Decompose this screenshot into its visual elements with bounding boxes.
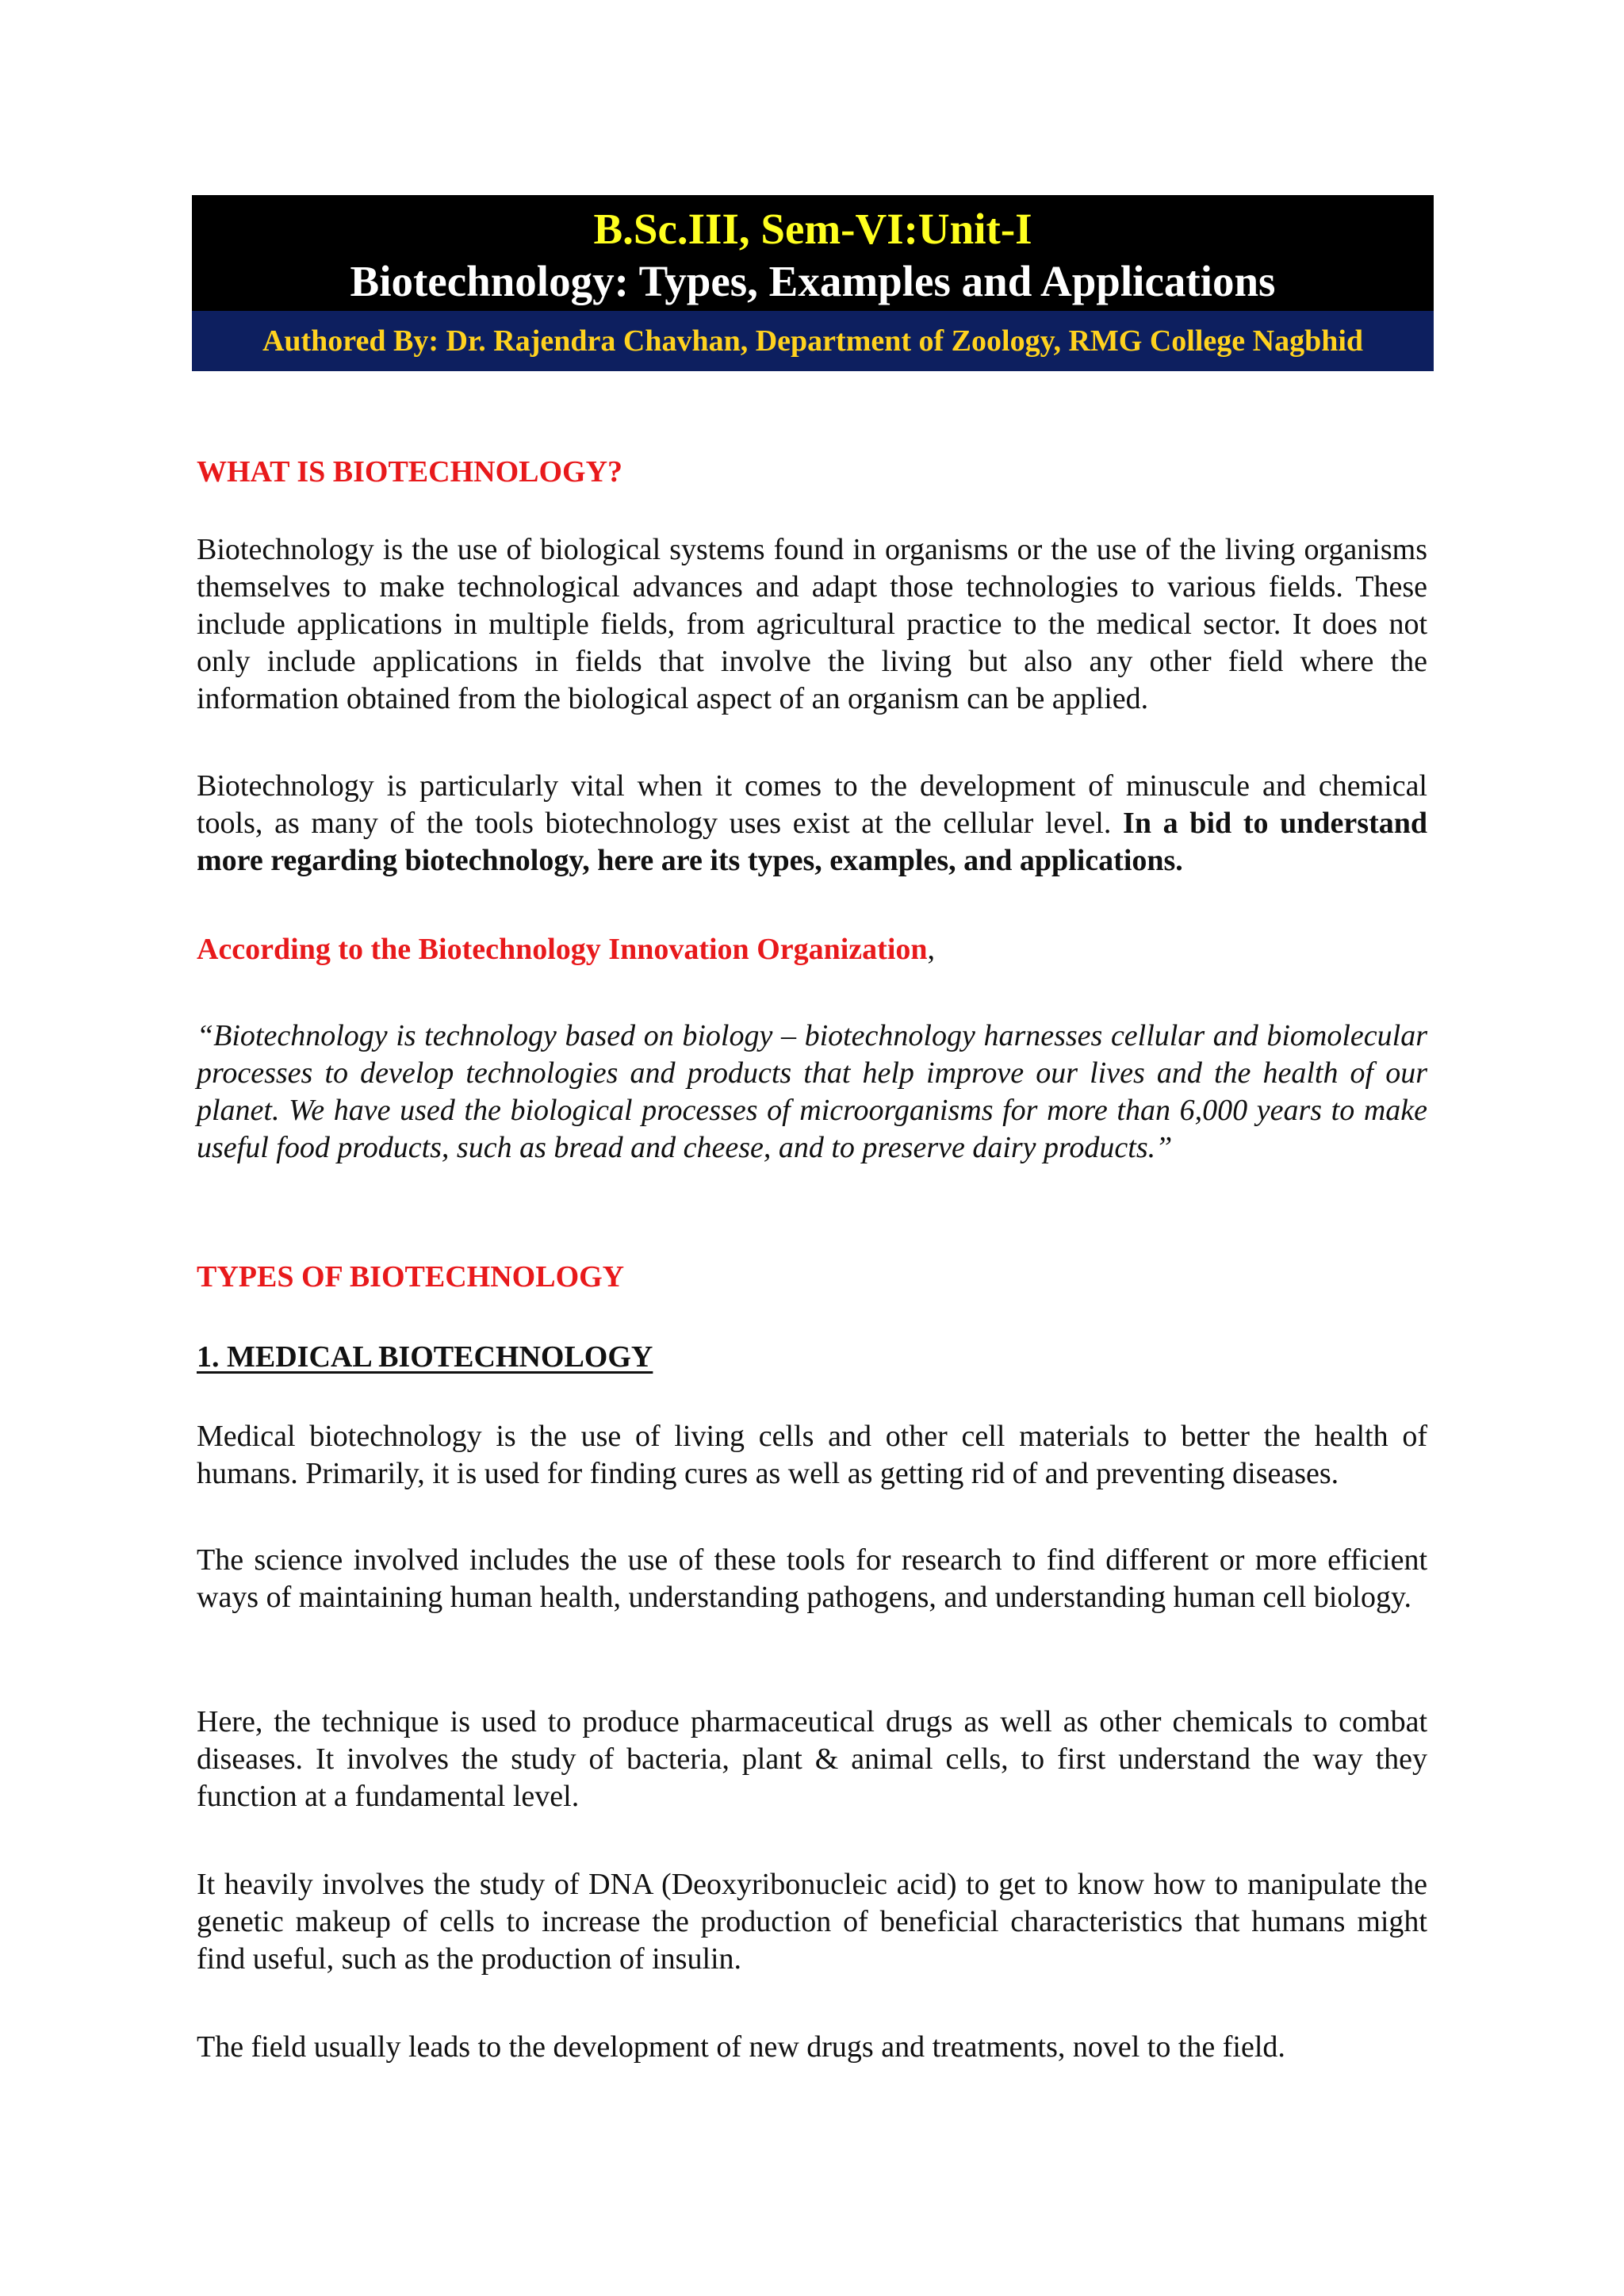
- author-line: Authored By: Dr. Rajendra Chavhan, Department of Zoology, RMG College Nagbhid: [192, 311, 1434, 371]
- what-is-heading: WHAT IS BIOTECHNOLOGY?: [197, 455, 623, 489]
- according-line: [197, 931, 1427, 968]
- medical-paragraph-3: Here, the technique is used to produce pharmaceutical drugs as well as other chemicals to combat diseases. It involves the study of bacteria, plant & animal cells, to first understand the way they function at a fundamental level.: [197, 1705, 1427, 1813]
- medical-paragraph-5: The field usually leads to the development of new drugs and treatments, novel to the field.: [197, 2030, 1285, 2064]
- medical-paragraph-4: It heavily involves the study of DNA (Deoxyribonucleic acid) to get to know how to manipulate the genetic makeup of cells to increase the production of beneficial characteristics that humans might find useful, such as the production of insulin.: [197, 1868, 1427, 1976]
- importance-bold-text: In a bid to understand more regarding biotechnology, here are its types, examples, and applications.: [197, 807, 1427, 877]
- according-comma: ,: [927, 933, 936, 966]
- document-title: Biotechnology: Types, Examples and Applications: [350, 257, 1276, 305]
- medical-paragraph-1: Medical biotechnology is the use of living cells and other cell materials to better the health of humans. Primarily, it is used for finding cures as well as getting rid of and preventing diseases.: [197, 1420, 1427, 1490]
- organization-name: According to the Biotechnology Innovation Organization: [197, 933, 928, 966]
- intro-paragraph: Biotechnology is the use of biological systems found in organisms or the use of the living organisms themselves to make technological advances and adapt those technologies to various fields. These include applications in multiple fields, from agricultural practice to the medical sector. It does not only include applications in fields that involve the living but also any other field where the information obtained from the biological aspect of an organism can be applied.: [197, 533, 1427, 715]
- quote-paragraph: “Biotechnology is technology based on biology – biotechnology harnesses cellular and biomolecular processes to develop technologies and products that help improve our lives and the health of our planet. We have used the biological processes of microorganisms for more than 6,000 years to make useful food products, such as bread and cheese, and to preserve dairy products.”: [197, 1019, 1427, 1164]
- course-title: B.Sc.III, Sem-VI:Unit-I: [593, 205, 1032, 253]
- types-heading: TYPES OF BIOTECHNOLOGY: [197, 1260, 625, 1294]
- importance-paragraph: [197, 768, 1427, 880]
- medical-biotech-heading: 1. MEDICAL BIOTECHNOLOGY: [197, 1340, 653, 1374]
- importance-text: Biotechnology is particularly vital when it comes to the development of minuscule and chemical tools, as many of the tools biotechnology uses exist at the cellular level.: [197, 769, 1427, 840]
- medical-paragraph-2: The science involved includes the use of these tools for research to find different or more efficient ways of maintaining human health, understanding pathogens, and understanding human cell biology.: [197, 1543, 1427, 1614]
- header-banner: [192, 195, 1434, 371]
